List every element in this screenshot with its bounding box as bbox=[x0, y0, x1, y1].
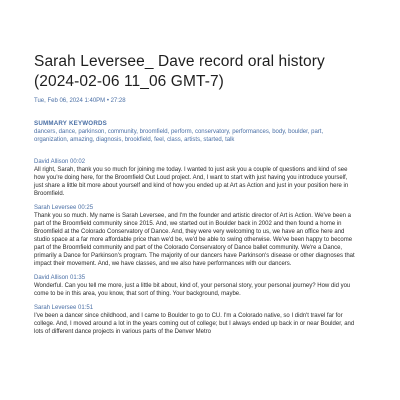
transcript-text: Thank you so much. My name is Sarah Leversee, and I'm the founder and artistic director of Art is Action. We've been a part of the Broomfield community since 2015. And, we started out in Boulder back in 2002 and then found a home in Broomfield at the Colorado Conservatory of Dance. And, they were very welcoming to us, we have an office here and studio space at a far more affordable price than we'd be, we'd be able to swing otherwise. We've been happy to become part of the Broomfield community and part of the Colorado Conservatory of Dance ballet community. We're a Dance, primarily a Dance for Parkinson's program. The majority of our dancers have Parkinson's disease or other diagnoses that impact their movement. And, we have classes, and we also have performances with our dancers. bbox=[34, 213, 355, 267]
transcript-text: I've been a dancer since childhood, and I came to Boulder to go to CU. I'm a Colorado native, so I didn't travel far for college. And, I moved around a lot in the years coming out of college; but I always ended up back in or near Boulder, and lots of different dance projects in various parts of the Denver Metro bbox=[34, 313, 355, 335]
speaker-timestamp: Sarah Leversee 00:25 bbox=[34, 205, 94, 211]
transcript-text: Wonderful. Can you tell me more, just a little bit about, kind of, your personal story, your personal journey? How did you come to be in this area, you know, that sort of thing. Your background, maybe. bbox=[34, 283, 351, 297]
transcript-entry bbox=[34, 304, 356, 336]
speaker-timestamp: David Allison 00:02 bbox=[34, 159, 86, 165]
document-title: Sarah Leversee_ Dave record oral history (2024-02-06 11_06 GMT-7) bbox=[34, 53, 325, 90]
summary-keywords-heading: SUMMARY KEYWORDS bbox=[34, 120, 107, 127]
speaker-timestamp: Sarah Leversee 01:51 bbox=[34, 305, 94, 311]
transcript-entry bbox=[34, 158, 356, 198]
transcript-entry bbox=[34, 274, 356, 298]
summary-keywords-list: dancers, dance, parkinson, community, broomfield, perform, conservatory, performances, body, boulder, part, organization, amazing, diagnosis, brookfield, feel, class, artists, started, talk bbox=[34, 129, 324, 143]
recording-meta: Tue, Feb 06, 2024 1:40PM • 27:28 bbox=[34, 98, 126, 104]
transcript-text: All right, Sarah, thank you so much for joining me today. I wanted to just ask you a couple of questions and kind of see how you're doing here, for the Broomfield Out Loud project. And, I want to start with just having you introduce yourself, just share a little bit more about yourself and kind of how you ended up at Art as Action and just in your position here in Broomfield. bbox=[34, 167, 349, 197]
speaker-timestamp: David Allison 01:35 bbox=[34, 275, 86, 281]
transcript-entry bbox=[34, 204, 356, 268]
